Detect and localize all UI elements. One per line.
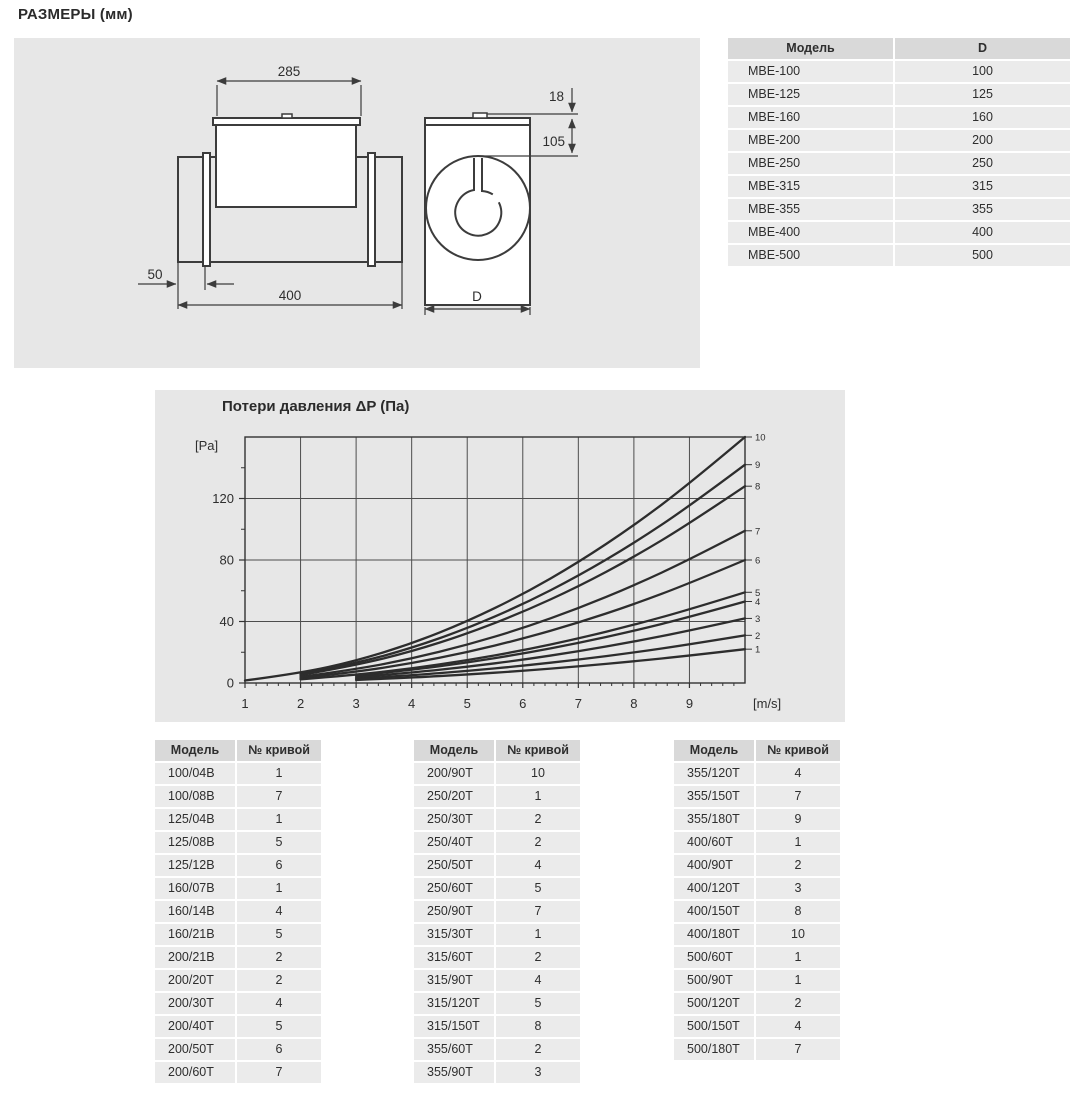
column-header: Модель: [155, 740, 235, 761]
cell: 7: [237, 1062, 321, 1083]
table-row: [674, 970, 840, 991]
table-row: [414, 947, 580, 968]
table-row: [155, 809, 321, 830]
cell: 6: [237, 1039, 321, 1060]
cell: 6: [237, 855, 321, 876]
table-row: [674, 809, 840, 830]
curve-number-label: 8: [755, 481, 761, 493]
x-tick-label: 7: [574, 696, 582, 711]
cell: 4: [756, 1016, 840, 1037]
curve-number-label: 1: [755, 644, 761, 656]
terminal-box-lid: [213, 118, 360, 125]
cell: MBE-200: [728, 130, 893, 151]
table-row: [414, 809, 580, 830]
cell: 1: [756, 947, 840, 968]
front-lid-knob: [473, 113, 487, 118]
cell: 200/21B: [155, 947, 235, 968]
cell: 7: [756, 1039, 840, 1060]
cell: 2: [756, 993, 840, 1014]
cell: 2: [496, 1039, 580, 1060]
dim-label-18: 18: [548, 89, 564, 104]
x-tick-label: 5: [463, 696, 471, 711]
table-row: [674, 878, 840, 899]
cell: 5: [496, 993, 580, 1014]
x-tick-label: 1: [241, 696, 249, 711]
cell: 1: [496, 924, 580, 945]
curve-number-label: 5: [755, 587, 761, 599]
cell: 355/90T: [414, 1062, 494, 1083]
curve-number-label: 2: [755, 630, 761, 642]
cell: 200: [895, 130, 1070, 151]
curve-10: [245, 437, 745, 681]
cell: 1: [496, 786, 580, 807]
cell: 500/60T: [674, 947, 754, 968]
table-row: [155, 924, 321, 945]
dim-label-d: D: [472, 289, 482, 304]
lid-knob: [282, 114, 292, 118]
cell: 8: [496, 1016, 580, 1037]
cell: 7: [496, 901, 580, 922]
cell: 200/40T: [155, 1016, 235, 1037]
cell: 100/08B: [155, 786, 235, 807]
table-row: [414, 855, 580, 876]
cell: 355/120T: [674, 763, 754, 784]
column-header: № кривой: [496, 740, 580, 761]
cell: 315/120T: [414, 993, 494, 1014]
table-row: [155, 901, 321, 922]
cell: 250/60T: [414, 878, 494, 899]
table-header-row: [155, 740, 321, 761]
cell: 2: [756, 855, 840, 876]
cell: 100/04B: [155, 763, 235, 784]
cell: 5: [237, 832, 321, 853]
table-row: [674, 947, 840, 968]
table-row: [155, 855, 321, 876]
cell: 4: [496, 855, 580, 876]
cell: 160/07B: [155, 878, 235, 899]
column-header: Модель: [674, 740, 754, 761]
table-row: [674, 1039, 840, 1060]
cell: 10: [496, 763, 580, 784]
x-tick-label: 9: [685, 696, 694, 711]
chart-title: Потери давления ΔP (Па): [222, 398, 410, 415]
duct-flange-right: [368, 153, 375, 266]
table-row: [155, 832, 321, 853]
cell: 315/60T: [414, 947, 494, 968]
cell: 355/180T: [674, 809, 754, 830]
table-row: [155, 1016, 321, 1037]
cell: MBE-160: [728, 107, 893, 128]
curve-number-table-2: [414, 740, 580, 1085]
cell: MBE-400: [728, 222, 893, 243]
table-row: [728, 176, 1070, 197]
cell: 2: [237, 970, 321, 991]
table-row: [414, 993, 580, 1014]
cell: 160/14B: [155, 901, 235, 922]
table-row: [155, 1062, 321, 1083]
table-header-row: [674, 740, 840, 761]
cell: 125: [895, 84, 1070, 105]
cell: 250/50T: [414, 855, 494, 876]
y-axis-unit: [Pa]: [195, 438, 219, 453]
cell: 315: [895, 176, 1070, 197]
table-row: [728, 130, 1070, 151]
cell: 400: [895, 222, 1070, 243]
table-row: [414, 832, 580, 853]
cell: MBE-125: [728, 84, 893, 105]
curve-number-label: 3: [755, 613, 761, 625]
cell: 10: [756, 924, 840, 945]
cell: 400/180T: [674, 924, 754, 945]
table-row: [414, 763, 580, 784]
pressure-loss-chart: [155, 390, 845, 722]
column-header: № кривой: [756, 740, 840, 761]
cell: 250/30T: [414, 809, 494, 830]
cell: 1: [756, 832, 840, 853]
table-row: [674, 901, 840, 922]
technical-drawing: [14, 38, 700, 368]
cell: 250/90T: [414, 901, 494, 922]
y-tick-label: 40: [219, 614, 234, 629]
cell: 125/12B: [155, 855, 235, 876]
cell: 2: [496, 832, 580, 853]
cell: 125/08B: [155, 832, 235, 853]
curve-number-label: 9: [755, 460, 761, 472]
cell: 500/90T: [674, 970, 754, 991]
cell: 1: [756, 970, 840, 991]
cell: 315/90T: [414, 970, 494, 991]
curve-number-label: 4: [755, 597, 761, 609]
column-header: Модель: [728, 38, 893, 59]
curve-number-label: 6: [755, 555, 761, 567]
cell: 400/120T: [674, 878, 754, 899]
curve-number-label: 10: [755, 432, 766, 444]
cell: 355/60T: [414, 1039, 494, 1060]
dim-label-50: 50: [147, 267, 163, 282]
table-row: [414, 878, 580, 899]
cell: 200/30T: [155, 993, 235, 1014]
x-axis-unit: [m/s]: [753, 696, 782, 711]
curve-4: [356, 602, 745, 676]
cell: 4: [496, 970, 580, 991]
table-row: [674, 993, 840, 1014]
pressure-loss-chart-panel: [155, 390, 845, 722]
table-row: [674, 855, 840, 876]
table-row: [728, 153, 1070, 174]
cell: 160/21B: [155, 924, 235, 945]
column-header: D: [895, 38, 1070, 59]
table-row: [674, 763, 840, 784]
terminal-box-outline: [216, 125, 356, 207]
cell: 315/150T: [414, 1016, 494, 1037]
table-row: [155, 763, 321, 784]
cell: 200/60T: [155, 1062, 235, 1083]
cell: 125/04B: [155, 809, 235, 830]
cell: MBE-250: [728, 153, 893, 174]
cell: 500/120T: [674, 993, 754, 1014]
table-row: [414, 970, 580, 991]
y-tick-label: 80: [219, 552, 234, 568]
cell: 400/90T: [674, 855, 754, 876]
table-row: [414, 1062, 580, 1083]
cell: 400/150T: [674, 901, 754, 922]
x-tick-label: 6: [519, 696, 527, 711]
table-row: [414, 901, 580, 922]
cell: 500: [895, 245, 1070, 266]
cell: 250/40T: [414, 832, 494, 853]
table-header-row: [728, 38, 1070, 59]
table-row: [674, 832, 840, 853]
cell: 3: [496, 1062, 580, 1083]
cell: 250: [895, 153, 1070, 174]
cell: 8: [756, 901, 840, 922]
front-view-outline: [425, 118, 530, 305]
cell: 2: [237, 947, 321, 968]
table-row: [728, 222, 1070, 243]
cell: 3: [756, 878, 840, 899]
table-row: [414, 1016, 580, 1037]
table-row: [728, 61, 1070, 82]
cell: 1: [237, 878, 321, 899]
cell: 2: [496, 947, 580, 968]
y-tick-label: 120: [212, 491, 234, 506]
table-row: [155, 1039, 321, 1060]
cell: 9: [756, 809, 840, 830]
cell: 7: [237, 786, 321, 807]
cell: 5: [237, 1016, 321, 1037]
cell: 400/60T: [674, 832, 754, 853]
cell: 1: [237, 763, 321, 784]
cell: 5: [496, 878, 580, 899]
x-tick-label: 3: [352, 696, 360, 711]
column-header: № кривой: [237, 740, 321, 761]
cell: MBE-100: [728, 61, 893, 82]
page-title: РАЗМЕРЫ (мм): [18, 6, 133, 23]
table-row: [728, 84, 1070, 105]
cell: 100: [895, 61, 1070, 82]
table-row: [674, 924, 840, 945]
table-row: [155, 970, 321, 991]
cell: 5: [237, 924, 321, 945]
cell: 2: [496, 809, 580, 830]
table-row: [155, 878, 321, 899]
cell: 355/150T: [674, 786, 754, 807]
table-row: [728, 245, 1070, 266]
cell: 200/20T: [155, 970, 235, 991]
cell: MBE-355: [728, 199, 893, 220]
table-row: [674, 786, 840, 807]
table-row: [728, 199, 1070, 220]
cell: 160: [895, 107, 1070, 128]
table-row: [155, 786, 321, 807]
table-row: [414, 786, 580, 807]
cell: 7: [756, 786, 840, 807]
duct-flange-left: [203, 153, 210, 266]
dimensions-drawing-panel: [14, 38, 700, 368]
table-row: [728, 107, 1070, 128]
table-row: [414, 924, 580, 945]
y-tick-label: 0: [226, 675, 234, 691]
cell: 355: [895, 199, 1070, 220]
table-row: [414, 1039, 580, 1060]
cell: 500/150T: [674, 1016, 754, 1037]
curve-number-table-3: [674, 740, 840, 1062]
cell: 200/90T: [414, 763, 494, 784]
curve-number-label: 7: [755, 526, 761, 538]
cell: 4: [237, 901, 321, 922]
cell: 500/180T: [674, 1039, 754, 1060]
table-row: [674, 1016, 840, 1037]
x-tick-label: 8: [630, 696, 638, 711]
table-row: [155, 993, 321, 1014]
cell: MBE-500: [728, 245, 893, 266]
table-header-row: [414, 740, 580, 761]
cell: 1: [237, 809, 321, 830]
dim-label-285: 285: [277, 64, 301, 79]
dim-label-105: 105: [542, 134, 565, 149]
cell: 200/50T: [155, 1039, 235, 1060]
curve-number-table-1: [155, 740, 321, 1085]
model-diameter-table: [728, 38, 1070, 268]
cell: 315/30T: [414, 924, 494, 945]
cell: 250/20T: [414, 786, 494, 807]
cell: 4: [237, 993, 321, 1014]
x-tick-label: 4: [408, 696, 416, 711]
column-header: Модель: [414, 740, 494, 761]
cell: MBE-315: [728, 176, 893, 197]
x-tick-label: 2: [296, 696, 305, 711]
dim-label-400: 400: [278, 288, 302, 303]
cell: 4: [756, 763, 840, 784]
table-row: [155, 947, 321, 968]
